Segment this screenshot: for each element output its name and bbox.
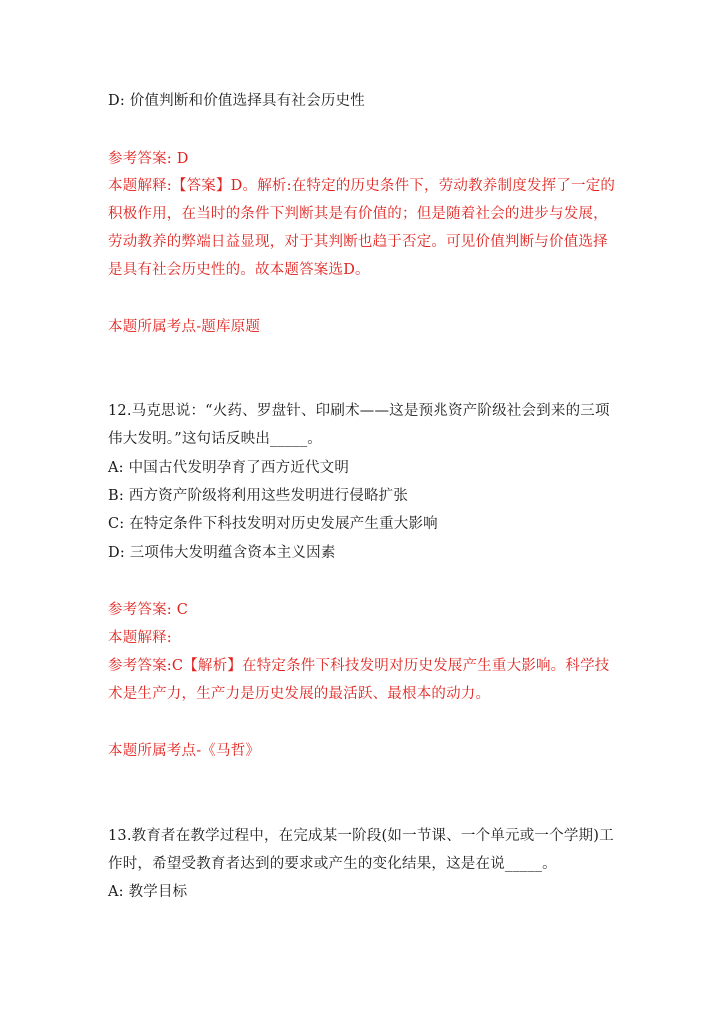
q12-option-c: C: 在特定条件下科技发明对历史发展产生重大影响 (108, 516, 438, 532)
q13-stem-line-2: 作时，希望受教育者达到的要求或产生的变化结果，这是在说_____。 (108, 856, 557, 872)
q11-category: 本题所属考点-题库原题 (108, 319, 261, 335)
q11-explanation-line-4: 是具有社会历史性的。故本题答案选D。 (108, 262, 370, 278)
q12-explanation-line-1: 参考答案:C【解析】在特定条件下科技发明对历史发展产生重大影响。科学技 (108, 658, 610, 674)
q11-answer: 参考答案: D (108, 151, 189, 167)
q11-explanation-line-3: 劳动教养的弊端日益显现，对于其判断也趋于否定。可见价值判断与价值选择 (108, 234, 608, 250)
q12-answer: 参考答案: C (108, 602, 188, 618)
q11-explanation-line-1: 本题解释:【答案】D。解析:在特定的历史条件下，劳动教养制度发挥了一定的 (108, 178, 616, 194)
q11-explanation-line-2: 积极作用，在当时的条件下判断其是有价值的；但是随着社会的进步与发展， (108, 206, 608, 222)
q12-explanation-line-2: 术是生产力，生产力是历史发展的最活跃、最根本的动力。 (108, 686, 491, 702)
q12-category: 本题所属考点-《马哲》 (108, 743, 261, 759)
q13-stem-line-1: 13.教育者在教学过程中，在完成某一阶段(如一节课、一个单元或一个学期)工 (108, 828, 614, 844)
q12-stem-line-2: 伟大发明。”这句话反映出_____。 (108, 431, 323, 447)
q12-explanation-label: 本题解释: (108, 630, 172, 646)
q11-option-d: D: 价值判断和价值选择具有社会历史性 (108, 93, 365, 109)
q12-option-a: A: 中国古代发明孕育了西方近代文明 (108, 460, 350, 476)
q12-option-b: B: 西方资产阶级将利用这些发明进行侵略扩张 (108, 488, 409, 504)
q12-stem-line-1: 12.马克思说：“火药、罗盘针、印刷术——这是预兆资产阶级社会到来的三项 (108, 403, 610, 419)
q12-option-d: D: 三项伟大发明蕴含资本主义因素 (108, 545, 336, 561)
q13-option-a: A: 教学目标 (108, 884, 188, 900)
